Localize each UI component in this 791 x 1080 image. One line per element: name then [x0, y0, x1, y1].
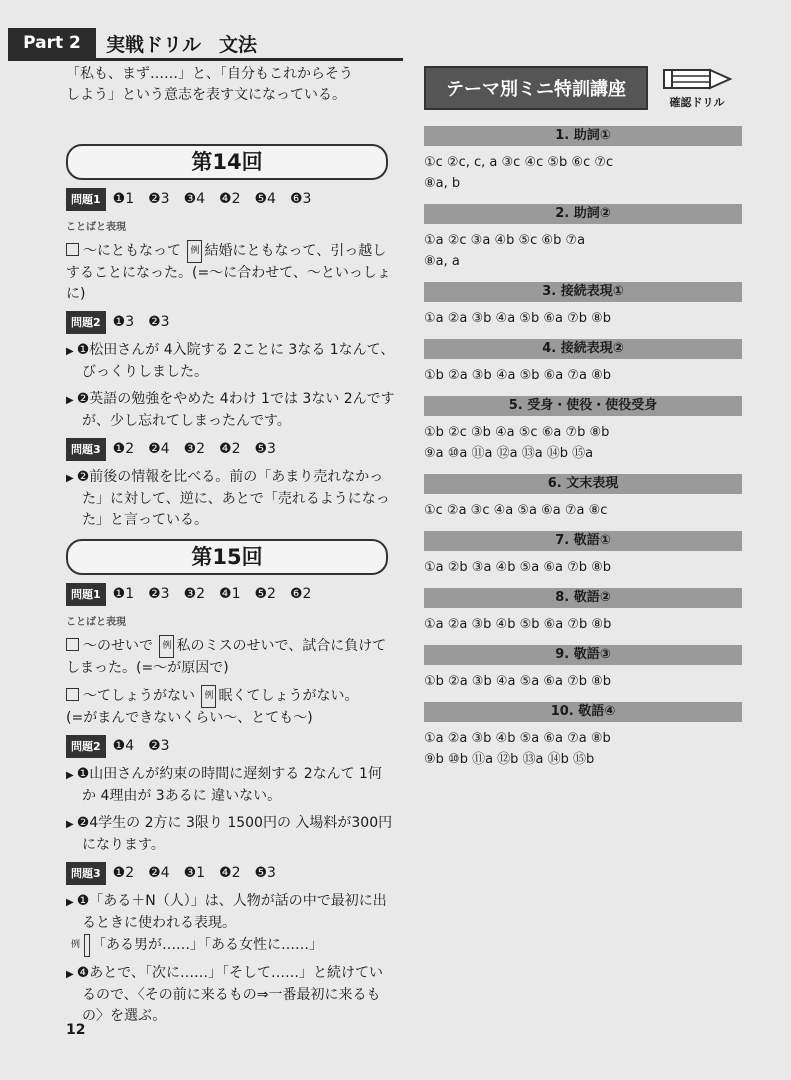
mondai-answers: ❶2 ❷4 ❸2 ❹2 ❺3	[112, 441, 276, 457]
checkbox-icon	[66, 688, 79, 701]
kotoba-note: (=がまんできないくらい〜、とても〜)	[66, 710, 313, 726]
triangle-icon: ▶	[66, 897, 74, 908]
answer-section	[424, 339, 744, 386]
explanation-example: 「ある男が……」「ある女性に……」	[92, 937, 323, 953]
r15-mondai1	[66, 583, 395, 606]
answer-line: ⑨a ⑩a ⑪a ⑫a ⑬a ⑭b ⑮a	[424, 446, 594, 461]
kotoba-term: 〜のせいで	[83, 638, 153, 654]
explanation-text: ❷英語の勉強をやめた 4わけ 1では 3ない 2んですが、少し忘れてしまったんです。	[76, 391, 395, 429]
r15-m2-explanation-2	[66, 813, 395, 856]
r15-m3-explanation-2	[66, 963, 395, 1027]
answer-line: ①c ②a ③c ④a ⑤a ⑥a ⑦a ⑧c	[424, 503, 608, 518]
kotoba-term: 〜にともなって	[83, 243, 181, 259]
round-15-title: 第15回	[66, 539, 388, 575]
example-tag: 例	[84, 934, 90, 957]
kotoba-example: 結婚にともなって、引っ越しすることになった。(=〜に合わせて、〜といっしょに)	[66, 243, 391, 302]
answer-section	[424, 282, 744, 329]
title-drill: 実戦ドリル	[106, 34, 202, 56]
triangle-icon: ▶	[66, 969, 74, 980]
r14-m2-explanation-2	[66, 389, 395, 432]
triangle-icon: ▶	[66, 395, 74, 406]
answer-line: ⑧a, a	[424, 254, 460, 269]
page-number: 12	[66, 1022, 86, 1038]
r14-mondai1	[66, 188, 395, 211]
mondai-answers: ❶1 ❷3 ❸4 ❹2 ❺4 ❻3	[112, 191, 312, 207]
mondai-answers: ❶3 ❷3	[112, 314, 170, 330]
explanation-text: ❷4学生の 2方に 3限り 1500円の 入場料が300円になります。	[76, 815, 393, 853]
kotoba-term: 〜てしょうがない	[83, 688, 195, 704]
answer-section-heading: 5. 受身・使役・使役受身	[424, 396, 742, 416]
triangle-icon: ▶	[66, 346, 74, 357]
mondai-tag: 問題2	[66, 735, 106, 758]
answer-section-heading: 9. 敬語③	[424, 645, 742, 665]
example-tag: 例	[187, 240, 202, 263]
answer-line: ①b ②a ③b ④a ⑤a ⑥a ⑦b ⑧b	[424, 674, 612, 689]
answer-section	[424, 396, 744, 464]
explanation-text: ❶山田さんが約束の時間に遅刻する 2なんて 1何か 4理由が 3あるに 違いない。	[76, 766, 382, 804]
kotoba-example: 私のミスのせいで、試合に負けてしまった。(=〜が原因で)	[66, 638, 387, 676]
part-tab: Part 2	[8, 28, 96, 58]
banner-row	[424, 64, 744, 112]
answer-section-heading: 7. 敬語①	[424, 531, 742, 551]
kotoba-label: ことばと表現	[66, 617, 126, 628]
answer-section-heading: 2. 助詞②	[424, 204, 742, 224]
answer-section	[424, 474, 744, 521]
explanation-text: ❷前後の情報を比べる。前の「あまり売れなかった」に対して、逆に、あとで「売れるようになった」と言っている。	[76, 469, 390, 528]
mondai-tag: 問題2	[66, 311, 106, 334]
answer-line: ①a ②c ③a ④b ⑤c ⑥b ⑦a	[424, 233, 586, 248]
r15-kotoba-item-2	[66, 685, 395, 729]
mondai-tag: 問題3	[66, 862, 106, 885]
explanation-text: ❶「ある＋N（人）」は、人物が話の中で最初に出るときに使われる表現。	[76, 893, 387, 931]
checkbox-icon	[66, 243, 79, 256]
triangle-icon: ▶	[66, 819, 74, 830]
drill-badge	[658, 66, 736, 110]
mondai-tag: 問題1	[66, 188, 106, 211]
mondai-tag: 問題3	[66, 438, 106, 461]
page-title	[106, 30, 257, 57]
r14-kotoba-item	[66, 240, 395, 305]
answer-sections	[424, 126, 744, 770]
answer-line: ①a ②a ③b ④b ⑤b ⑥a ⑦b ⑧b	[424, 617, 612, 632]
mondai-tag: 問題1	[66, 583, 106, 606]
answer-section	[424, 588, 744, 635]
r15-m3-explanation-1	[66, 891, 395, 957]
answer-section	[424, 531, 744, 578]
left-column	[60, 64, 395, 1033]
right-column	[424, 64, 744, 780]
r15-m2-explanation-1	[66, 764, 395, 807]
mondai-answers: ❶4 ❷3	[112, 738, 170, 754]
theme-banner: テーマ別ミニ特訓講座	[424, 66, 648, 110]
answer-line: ①a ②a ③b ④a ⑤b ⑥a ⑦b ⑧b	[424, 311, 612, 326]
answer-line: ①c ②c, c, a ③c ④c ⑤b ⑥c ⑦c	[424, 155, 614, 170]
answer-line: ①a ②b ③a ④b ⑤a ⑥a ⑦b ⑧b	[424, 560, 612, 575]
mondai-answers: ❶2 ❷4 ❸1 ❹2 ❺3	[112, 865, 276, 881]
explanation-text: ❶松田さんが 4入院する 2ことに 3なる 1なんて、びっくりしました。	[76, 342, 395, 380]
r14-mondai3	[66, 438, 395, 461]
checkbox-icon	[66, 638, 79, 651]
answer-section	[424, 702, 744, 770]
header-rule	[8, 58, 403, 61]
r15-mondai2	[66, 735, 395, 758]
example-tag: 例	[159, 635, 174, 658]
r14-m2-explanation-1	[66, 340, 395, 383]
title-grammar: 文法	[219, 34, 258, 56]
answer-line: ⑧a, b	[424, 176, 461, 191]
r14-m3-explanation	[66, 467, 395, 531]
answer-line: ①b ②a ③b ④a ⑤b ⑥a ⑦a ⑧b	[424, 368, 612, 383]
answer-line: ⑨b ⑩b ⑪a ⑫b ⑬a ⑭b ⑮b	[424, 752, 595, 767]
round-14-title: 第14回	[66, 144, 388, 180]
kotoba-example: 眠くてしょうがない。	[218, 688, 359, 704]
r14-mondai2	[66, 311, 395, 334]
r15-mondai3	[66, 862, 395, 885]
example-tag: 例	[201, 685, 216, 708]
answer-section	[424, 126, 744, 194]
pencil-icon	[662, 66, 732, 92]
answer-section-heading: 3. 接続表現①	[424, 282, 742, 302]
r15-kotoba-item-1	[66, 635, 395, 679]
answer-line: ①b ②c ③b ④a ⑤c ⑥a ⑦b ⑧b	[424, 425, 610, 440]
intro-text	[60, 64, 395, 136]
drill-label: 確認ドリル	[669, 96, 725, 109]
answer-line: ①a ②a ③b ④b ⑤a ⑥a ⑦a ⑧b	[424, 731, 611, 746]
answer-section	[424, 645, 744, 692]
answer-section-heading: 10. 敬語④	[424, 702, 742, 722]
answer-section-heading: 8. 敬語②	[424, 588, 742, 608]
intro-line-2: しよう」という意志を表す文になっている。	[66, 87, 346, 103]
triangle-icon: ▶	[66, 473, 74, 484]
answer-section-heading: 4. 接続表現②	[424, 339, 742, 359]
intro-line-1: 「私も、まず……」と、「自分もこれからそう	[66, 66, 353, 82]
kotoba-label: ことばと表現	[66, 222, 126, 233]
explanation-text: ❹あとで、「次に……」「そして……」と続けているので、〈その前に来るもの⇒一番最初に来るもの〉を選ぶ。	[76, 965, 383, 1024]
mondai-answers: ❶1 ❷3 ❸2 ❹1 ❺2 ❻2	[112, 586, 312, 602]
answer-section	[424, 204, 744, 272]
answer-section-heading: 6. 文末表現	[424, 474, 742, 494]
answer-section-heading: 1. 助詞①	[424, 126, 742, 146]
triangle-icon: ▶	[66, 770, 74, 781]
